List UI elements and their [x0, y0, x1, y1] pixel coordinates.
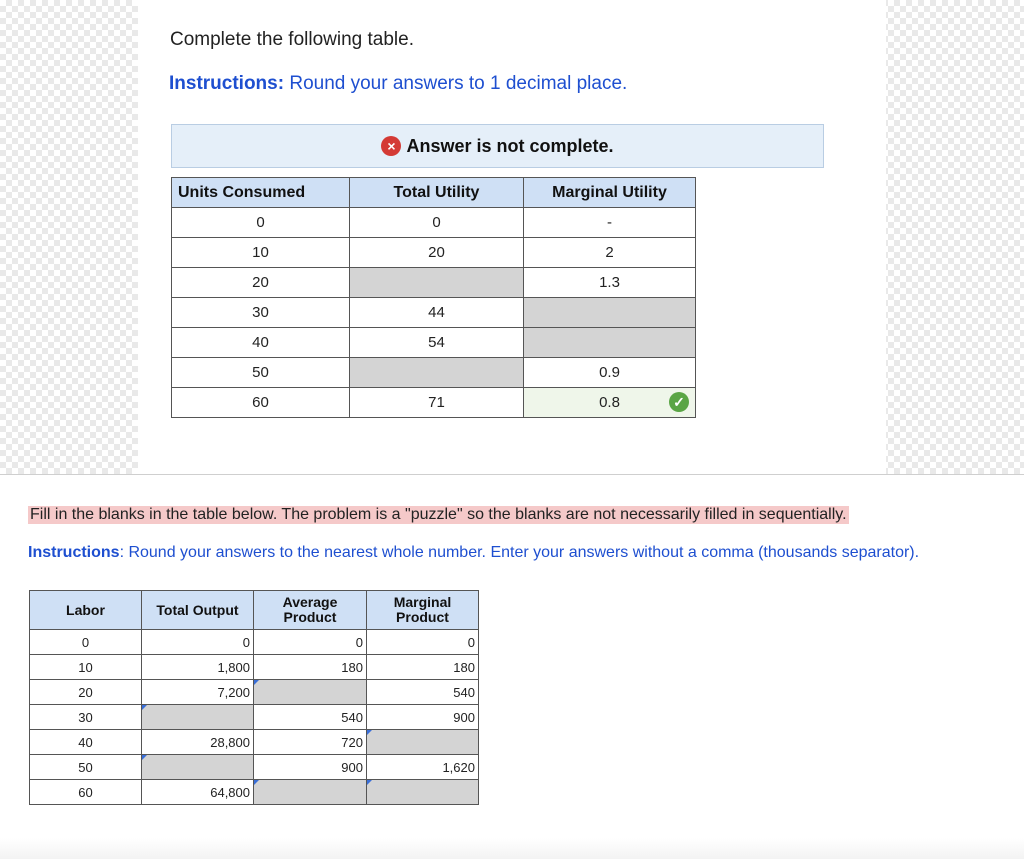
table-row — [172, 208, 696, 238]
units-cell: 20 — [172, 268, 350, 298]
table-row — [172, 328, 696, 358]
table-header-row — [30, 591, 479, 630]
table-row — [30, 680, 479, 705]
instructions-label: Instructions: — [169, 73, 285, 94]
average-product-cell: 900 — [254, 755, 367, 780]
table-row — [30, 655, 479, 680]
total-output-cell: 1,800 — [142, 655, 254, 680]
units-cell: 30 — [172, 298, 350, 328]
total-utility-cell: 54 — [350, 328, 524, 358]
banner-text: Answer is not complete. — [406, 135, 614, 156]
labor-cell: 60 — [30, 780, 142, 805]
table-row — [172, 388, 696, 418]
instructions-text: : Round your answers to the nearest whole number. Enter your answers without a comma (thousands separator). — [119, 544, 920, 561]
header-marginal-utility: Marginal Utility — [524, 178, 696, 208]
question-2-title: Fill in the blanks in the table below. The problem is a "puzzle" so the blanks are not necessarily filled in sequentially. — [30, 506, 847, 523]
table-row — [30, 630, 479, 655]
footer-shade — [0, 838, 1024, 859]
header-total-output: Total Output — [142, 591, 254, 630]
header-marginal-product: Marginal Product — [367, 591, 479, 630]
marginal-product-input[interactable] — [367, 730, 479, 755]
table-row — [30, 705, 479, 730]
total-output-cell: 64,800 — [142, 780, 254, 805]
total-utility-cell: 44 — [350, 298, 524, 328]
total-output-input[interactable] — [142, 755, 254, 780]
marginal-product-input[interactable] — [367, 780, 479, 805]
question-2-instructions — [28, 544, 919, 562]
instructions-label: Instructions — [28, 544, 120, 561]
table-row — [172, 268, 696, 298]
table-row — [30, 730, 479, 755]
production-table — [29, 590, 479, 805]
answer-status-banner — [171, 124, 824, 168]
question-1-instructions — [169, 73, 627, 95]
units-cell: 0 — [172, 208, 350, 238]
table-row — [172, 358, 696, 388]
table-row — [172, 238, 696, 268]
average-product-input[interactable] — [254, 680, 367, 705]
total-utility-cell: 20 — [350, 238, 524, 268]
units-cell: 50 — [172, 358, 350, 388]
labor-cell: 50 — [30, 755, 142, 780]
labor-cell: 10 — [30, 655, 142, 680]
marginal-utility-cell: - — [524, 208, 696, 238]
marginal-utility-input[interactable] — [524, 328, 696, 358]
check-icon: ✓ — [669, 392, 689, 412]
units-cell: 60 — [172, 388, 350, 418]
marginal-product-cell: 180 — [367, 655, 479, 680]
instructions-text: Round your answers to 1 decimal place. — [284, 73, 628, 94]
labor-cell: 40 — [30, 730, 142, 755]
marginal-utility-cell: 0.9 — [524, 358, 696, 388]
total-utility-input[interactable] — [350, 268, 524, 298]
marginal-utility-input[interactable] — [524, 298, 696, 328]
marginal-product-cell: 1,620 — [367, 755, 479, 780]
utility-table — [171, 177, 696, 418]
header-units-consumed: Units Consumed — [172, 178, 350, 208]
question-1-title: Complete the following table. — [170, 29, 414, 50]
average-product-cell: 720 — [254, 730, 367, 755]
table-row — [30, 755, 479, 780]
marginal-utility-cell: 2 — [524, 238, 696, 268]
average-product-cell: 0 — [254, 630, 367, 655]
table-row — [30, 780, 479, 805]
total-output-cell: 7,200 — [142, 680, 254, 705]
marginal-utility-cell: 1.3 — [524, 268, 696, 298]
average-product-input[interactable] — [254, 780, 367, 805]
marginal-product-cell: 900 — [367, 705, 479, 730]
units-cell: 40 — [172, 328, 350, 358]
labor-cell: 30 — [30, 705, 142, 730]
total-output-cell: 0 — [142, 630, 254, 655]
error-icon: × — [381, 136, 401, 156]
marginal-utility-input-correct[interactable] — [524, 388, 696, 418]
marginal-utility-value: 0.8 — [599, 394, 620, 411]
header-total-utility: Total Utility — [350, 178, 524, 208]
total-output-input[interactable] — [142, 705, 254, 730]
header-labor: Labor — [30, 591, 142, 630]
header-average-product: Average Product — [254, 591, 367, 630]
total-utility-cell: 0 — [350, 208, 524, 238]
average-product-cell: 540 — [254, 705, 367, 730]
table-header-row — [172, 178, 696, 208]
average-product-cell: 180 — [254, 655, 367, 680]
labor-cell: 0 — [30, 630, 142, 655]
total-output-cell: 28,800 — [142, 730, 254, 755]
marginal-product-cell: 0 — [367, 630, 479, 655]
units-cell: 10 — [172, 238, 350, 268]
total-utility-cell: 71 — [350, 388, 524, 418]
labor-cell: 20 — [30, 680, 142, 705]
total-utility-input[interactable] — [350, 358, 524, 388]
table-row — [172, 298, 696, 328]
marginal-product-cell: 540 — [367, 680, 479, 705]
